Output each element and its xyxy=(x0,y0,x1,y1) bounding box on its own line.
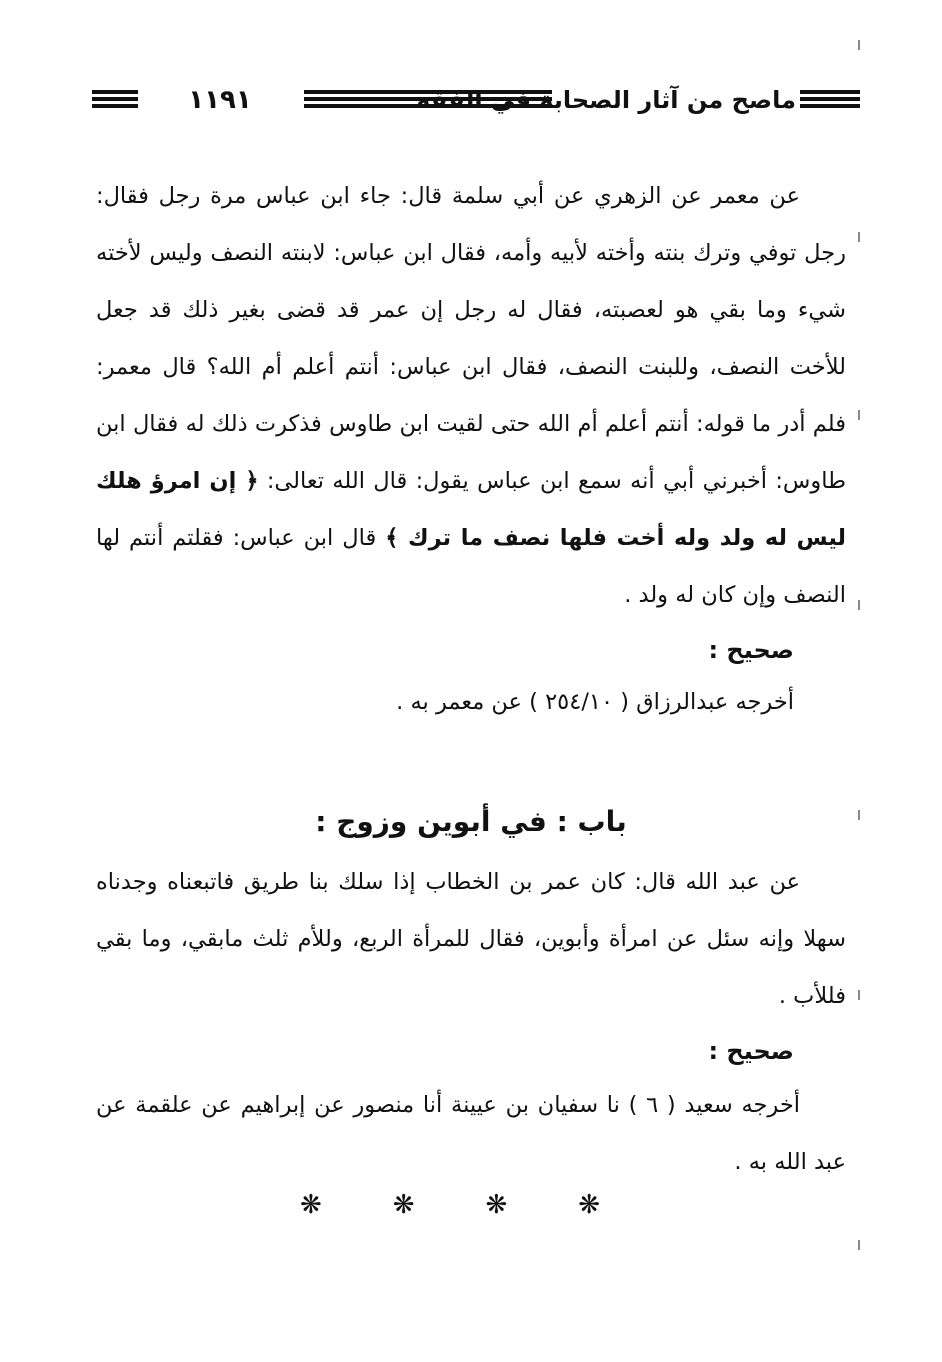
ornament-icon: ❋ xyxy=(578,1190,600,1220)
header-rule-right xyxy=(800,90,860,110)
header-rule-left xyxy=(92,90,138,110)
athar-text-1 xyxy=(96,168,846,624)
page-header xyxy=(92,78,860,122)
athar-body: عن معمر عن الزهري عن أبي سلمة قال: جاء ابن عباس مرة رجل فقال: رجل توفي وترك بنته وأخته لأبيه وأمه، فقال ابن عباس: لابنته النصف وليس لأخته شيء وما بقي هو لعصبته، فقال له رجل إن عمر قد قضى بغير ذلك قد جعل للأخت النصف، وللبنت النصف، فقال ابن عباس: أنتم أعلم أم الله؟ قال معمر: فلم أدر ما قوله: أنتم أعلم أم الله حتى لقيت ابن طاوس فذكرت ذلك له فقال ابن طاوس: أخبرني أبي أنه سمع ابن عباس يقول: قال الله تعالى: xyxy=(96,183,846,494)
running-title: ماصح من آثار الصحابة في الفقه xyxy=(416,86,796,114)
page-content xyxy=(96,168,846,1191)
quran-verse: ﴿ إن امرؤ هلك ليس له ولد وله أخت فلها نصف ما ترك ﴾ xyxy=(96,468,846,551)
scan-mark xyxy=(858,990,860,1000)
scan-mark xyxy=(858,40,860,50)
takhrij-2 xyxy=(96,1077,846,1191)
athar-body-2: عن عبد الله قال: كان عمر بن الخطاب إذا سلك بنا طريق فاتبعناه وجدناه سهلا وإنه سئل عن امرأة وأبوين، فقال للمرأة الربع، وللأم ثلث مابقي، وما بقي فللأب . xyxy=(96,869,846,1009)
scan-mark xyxy=(858,1240,860,1250)
scan-mark xyxy=(858,410,860,420)
grade-label-1: صحيح : xyxy=(708,636,794,664)
chapter-heading: باب : في أبوين وزوج : xyxy=(315,805,627,838)
scan-mark xyxy=(858,810,860,820)
page-number: ١١٩١ xyxy=(188,85,252,115)
scan-mark xyxy=(858,600,860,610)
takhrij-1: أخرجه عبدالرزاق ( ٢٥٤/١٠ ) عن معمر به . xyxy=(396,689,794,715)
scan-mark xyxy=(858,232,860,242)
athar-text-2 xyxy=(96,854,846,1025)
section-end-ornaments xyxy=(300,1190,600,1220)
takhrij-2-text: أخرجه سعيد ( ٦ ) نا سفيان بن عيينة أنا منصور عن إبراهيم عن علقمة عن عبد الله به . xyxy=(96,1092,846,1175)
grade-label-2: صحيح : xyxy=(708,1037,794,1065)
ornament-icon: ❋ xyxy=(392,1190,415,1220)
ornament-icon: ❋ xyxy=(485,1190,508,1220)
ornament-icon: ❋ xyxy=(300,1190,322,1220)
athar-ending: قال ابن عباس: فقلتم أنتم لها النصف وإن كان له ولد . xyxy=(96,525,846,608)
